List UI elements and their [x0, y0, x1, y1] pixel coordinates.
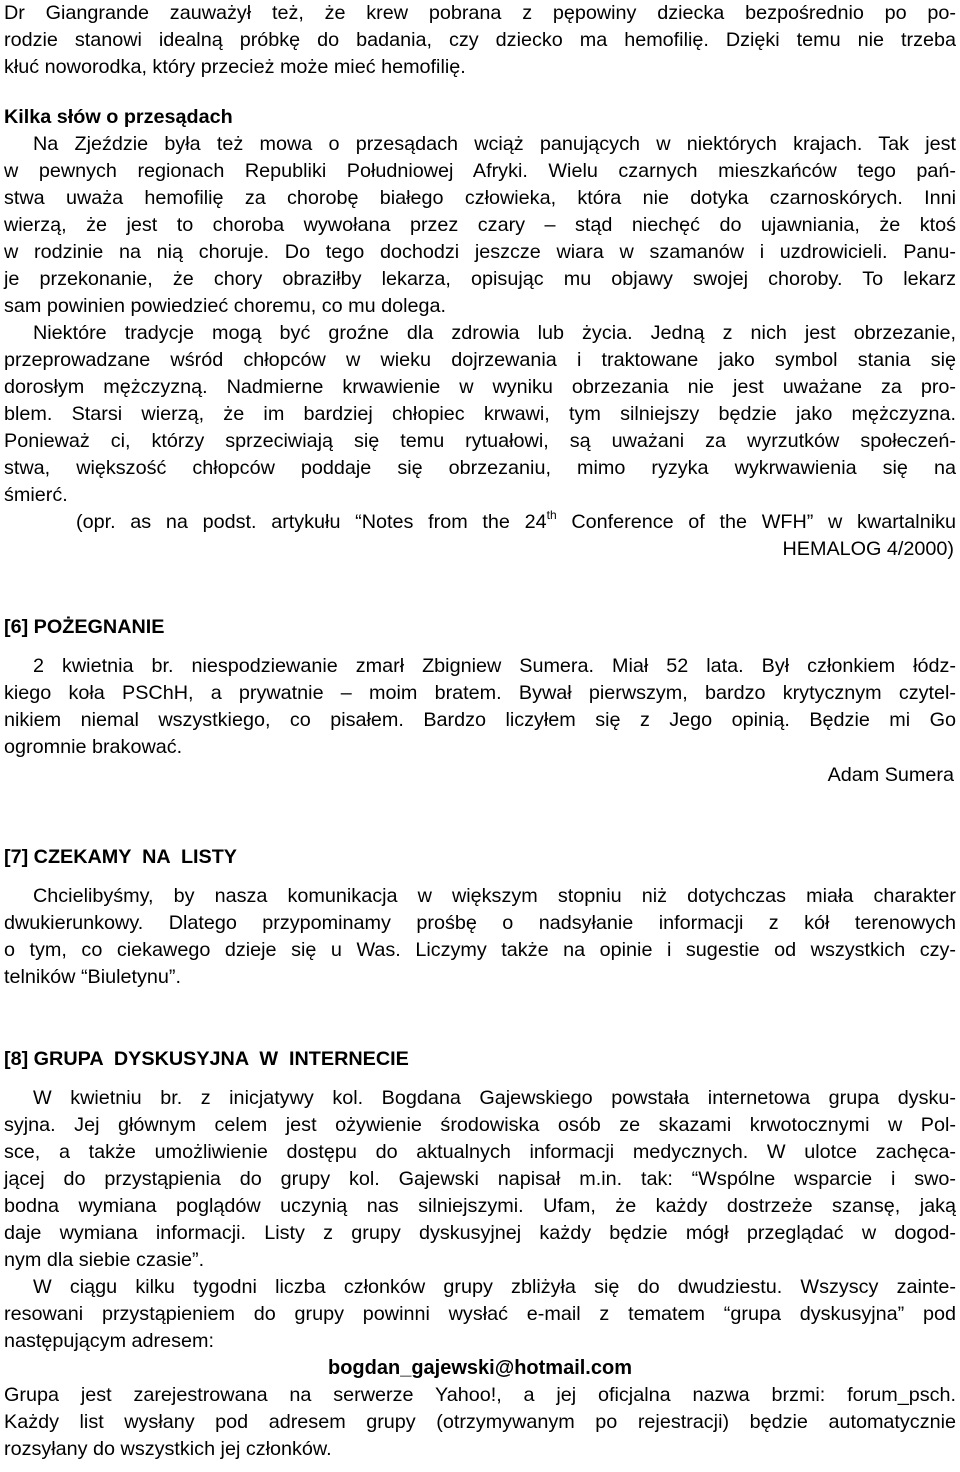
section-8-line: W kwietniu br. z inicjatywy kol. Bogdana Gajewskiego powstała internetowa grupa dysku-	[33, 1087, 956, 1109]
superstition-line: śmierć.	[4, 484, 68, 506]
section-6-signature: Adam Sumera	[827, 764, 954, 786]
section-6-line: kiego koła PSChH, a prywatnie – moim bratem. Bywał pierwszym, bardzo krytycznym czytel-	[4, 682, 956, 704]
section-8-line: Grupa jest zarejestrowana na serwerze Yahoo!, a jej oficjalna nazwa brzmi: forum_psch.	[4, 1384, 956, 1406]
section-8-heading: [8] GRUPA DYSKUSYJNA W INTERNECIE	[4, 1048, 409, 1070]
source-sup: th	[546, 508, 557, 522]
superstition-line: stwa, większość chłopców poddaje się obrzezaniu, mimo ryzyka wykrwawienia się na	[4, 457, 956, 479]
section-8-line: Każdy list wysłany pod adresem grupy (otrzymywanym po rejestracji) będzie automatycznie	[4, 1411, 956, 1433]
superstition-line: w rodzinie na nią choruje. Do tego dochodzi jeszcze wiara w szamanów i uzdrowicieli. Panu-	[4, 241, 956, 263]
section-6-line: nikiem niemal wszystkiego, co pisałem. Bardzo liczyłem się z Jego opinią. Będzie mi Go	[4, 709, 956, 731]
superstition-heading-block	[4, 104, 956, 131]
section-8-line: resowani przystąpieniem do grupy powinni wysłać e-mail z tematem “grupa dyskusyjna” pod	[4, 1303, 956, 1325]
section-8-line: syjna. Jej głównym celem jest ożywienie środowiska osób ze skazami krwotocznymi w Pol-	[4, 1114, 956, 1136]
source-post: Conference of the WFH” w kwartalniku	[556, 511, 956, 533]
section-8-line: daje wymiana informacji. Listy z grupy dyskusyjnej każdy będzie mógł przeglądać w dogod-	[4, 1222, 956, 1244]
superstition-line: Niektóre tradycje mogą być groźne dla zdrowia lub życia. Jedną z nich jest obrzezanie,	[33, 322, 956, 344]
source-line-2: HEMALOG 4/2000)	[782, 538, 954, 560]
superstition-line: stwa uważa hemofilię za chorobę białego człowieka, która nie dotyka czarnoskórych. Inni	[4, 187, 956, 209]
superstition-line: dorosłym mężczyzną. Nadmierne krwawienie w wyniku obrzezania nie jest uważane za pro-	[4, 376, 956, 398]
superstition-line: blem. Starsi wierzą, że im bardziej chłopiec krwawi, tym silniejszy będzie jako mężczyzna.	[4, 403, 956, 425]
intro-paragraph	[4, 0, 956, 81]
section-8-line: rozsyłany do wszystkich jej członków.	[4, 1438, 332, 1460]
superstition-line: Ponieważ ci, którzy sprzeciwiają się temu rytuałowi, są uważani za wyrzutków społeczeń-	[4, 430, 956, 452]
section-7-paragraph	[4, 883, 956, 991]
section-6-line: 2 kwietnia br. niespodziewanie zmarł Zbigniew Sumera. Miał 52 lata. Był członkiem łódz-	[33, 655, 956, 677]
source-line-1	[4, 509, 956, 536]
superstition-line: sam powinien powiedzieć choremu, co mu dolega.	[4, 295, 447, 317]
intro-line: Dr Giangrande zauważył też, że krew pobrana z pępowiny dziecka bezpośrednio po po-	[4, 2, 956, 24]
section-7-line: Chcielibyśmy, by nasza komunikacja w większym stopniu niż dotychczas miała charakter	[33, 885, 956, 907]
section-8-line: nym dla siebie czasie”.	[4, 1249, 205, 1271]
section-6-paragraph	[4, 653, 956, 761]
superstition-line: przeprowadzane wśród chłopców w wieku dojrzewania i traktowane jako symbol stania się	[4, 349, 956, 371]
section-6-line: ogromnie brakować.	[4, 736, 183, 758]
superstition-line: je przekonanie, że chory obraziłby lekarza, opisując mu objawy swojej choroby. To lekarz	[4, 268, 956, 290]
intro-line: kłuć noworodka, który przecież może mieć hemofilię.	[4, 56, 466, 78]
section-8-line: W ciągu kilku tygodni liczba członków grupy zbliżyła się do dwudziestu. Wszyscy zainte-	[33, 1276, 956, 1298]
source-pre: (opr. as na podst. artykułu “Notes from the 24	[76, 511, 547, 533]
section-6-heading: [6] POŻEGNANIE	[4, 616, 165, 638]
superstition-line: wierzą, że jest to choroba wywołana przez czary – stąd niechęć do ujawniania, że ktoś	[4, 214, 956, 236]
section-8-line: bodna wymiana poglądów uczynią nas silniejszymi. Ufam, że każdy dostrzeże szansę, jaką	[4, 1195, 956, 1217]
section-8-line: następującym adresem:	[4, 1330, 215, 1352]
superstition-heading: Kilka słów o przesądach	[4, 106, 233, 128]
section-6-signature-block	[4, 762, 956, 789]
superstition-line: Na Zjeździe była też mowa o przesądach wciąż panujących w niektórych krajach. Tak jest	[33, 133, 956, 155]
source-citation	[4, 509, 956, 563]
intro-line: rodzie stanowi idealną próbkę do badania, czy dziecko ma hemofilię. Dzięki temu nie trzeba	[4, 29, 956, 51]
section-8-line: jącej do przystąpienia do grupy kol. Gajewski napisał m.in. tak: “Wspólne wsparcie i swo-	[4, 1168, 956, 1190]
email-address: bogdan_gajewski@hotmail.com	[327, 1357, 632, 1379]
superstition-line: w pewnych regionach Republiki Południowej Afryki. Wielu czarnych mieszkańców tego pań-	[4, 160, 956, 182]
section-6	[4, 614, 956, 641]
section-7	[4, 844, 956, 871]
section-7-heading: [7] CZEKAMY NA LISTY	[4, 846, 237, 868]
superstition-paragraph	[4, 131, 956, 509]
section-8-line: sce, a także umożliwienie dostępu do aktualnych informacji medycznych. W ulotce zachęca-	[4, 1141, 956, 1163]
section-8	[4, 1046, 956, 1073]
section-7-line: dwukierunkowy. Dlatego przypominamy prośbę o nadsyłanie informacji z kół terenowych	[4, 912, 956, 934]
section-7-line: o tym, co ciekawego dzieje się u Was. Liczymy także na opinie i sugestie od wszystkich czy-	[4, 939, 956, 961]
section-7-line: telników “Biuletynu”.	[4, 966, 182, 988]
section-8-paragraph	[4, 1085, 956, 1463]
